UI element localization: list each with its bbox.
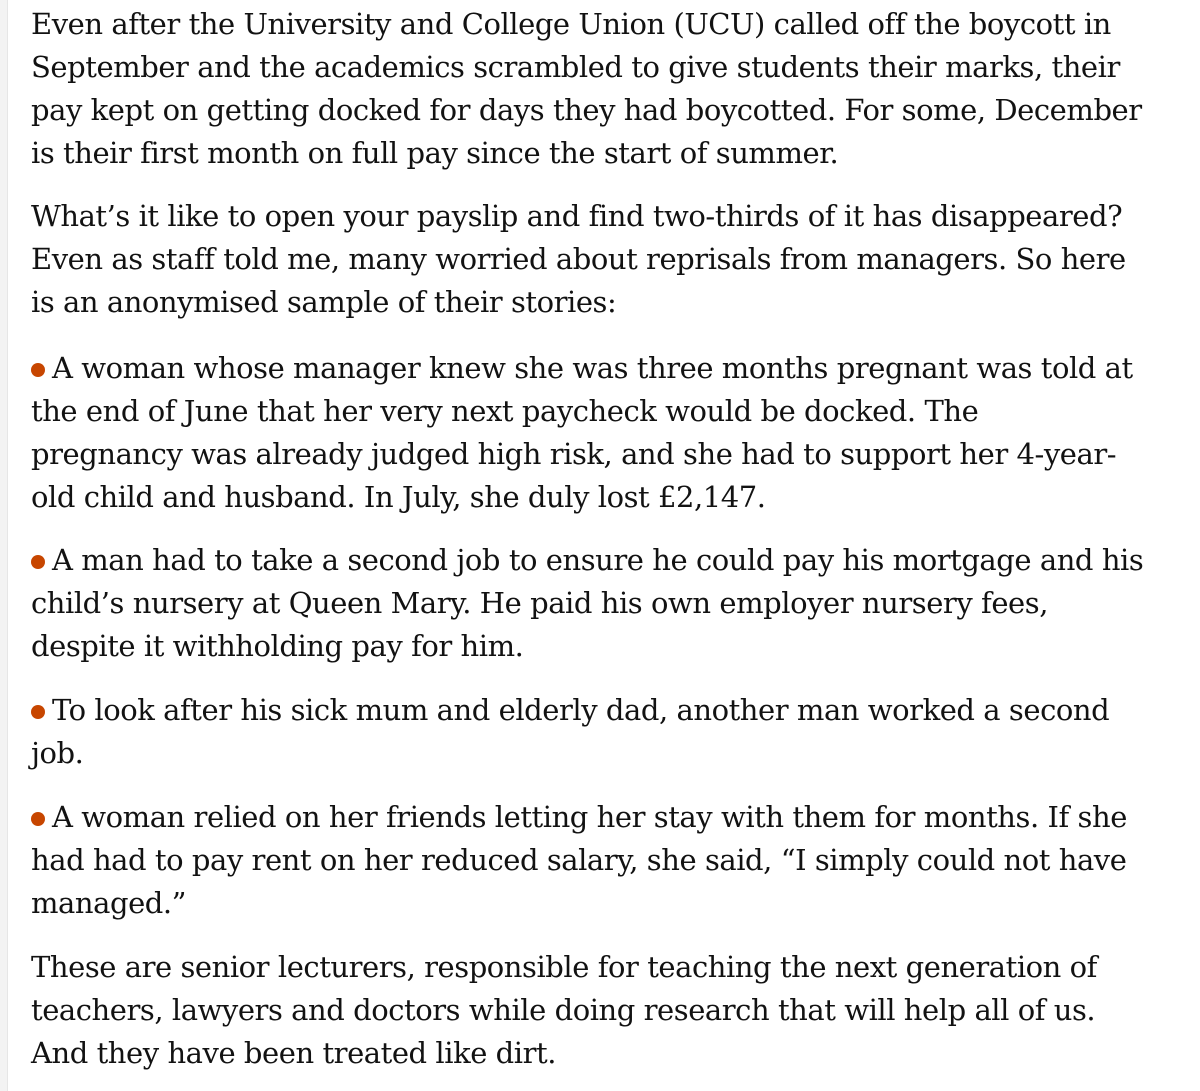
bullet-item [31, 347, 1133, 519]
left-margin-rule [0, 0, 8, 1091]
bullet-dot-icon [31, 555, 45, 569]
bullet-item [31, 689, 1109, 775]
bullet-text: A woman whose manager knew she was three months pregnant was told at the end of June that her very next paycheck would be docked. The pregnancy was already judged high risk, and she had to support her 4-year- old child and husband. In July, she duly lost £2,147. [31, 351, 1133, 514]
bullet-item [31, 796, 1127, 925]
bullet-text: A woman relied on her friends letting her stay with them for months. If she had had to pay rent on her reduced salary, she said, “I simply could not have managed.” [31, 800, 1127, 920]
bullet-text: A man had to take a second job to ensure he could pay his mortgage and his child’s nursery at Queen Mary. He paid his own employer nursery fees, despite it withholding pay for him. [31, 543, 1144, 663]
bullet-dot-icon [31, 812, 45, 826]
bullet-text: To look after his sick mum and elderly dad, another man worked a second job. [31, 693, 1110, 770]
paragraph-payslip: What’s it like to open your payslip and find two-thirds of it has disappeared? Even as staff told me, many worried about reprisals from managers. So here is an anonymised sample of their stories: [31, 199, 1126, 319]
paragraph-boycott: Even after the University and College Union (UCU) called off the boycott in September and the academics scrambled to give students their marks, their pay kept on getting docked for days they had boycotted. For some, December is their first month on full pay since the start of summer. [31, 7, 1142, 170]
bullet-dot-icon [31, 363, 45, 377]
bullet-item [31, 539, 1143, 668]
bullet-dot-icon [31, 705, 45, 719]
paragraph-closing: These are senior lecturers, responsible for teaching the next generation of teachers, lawyers and doctors while doing research that will help all of us. And they have been treated like dirt. [31, 950, 1097, 1070]
